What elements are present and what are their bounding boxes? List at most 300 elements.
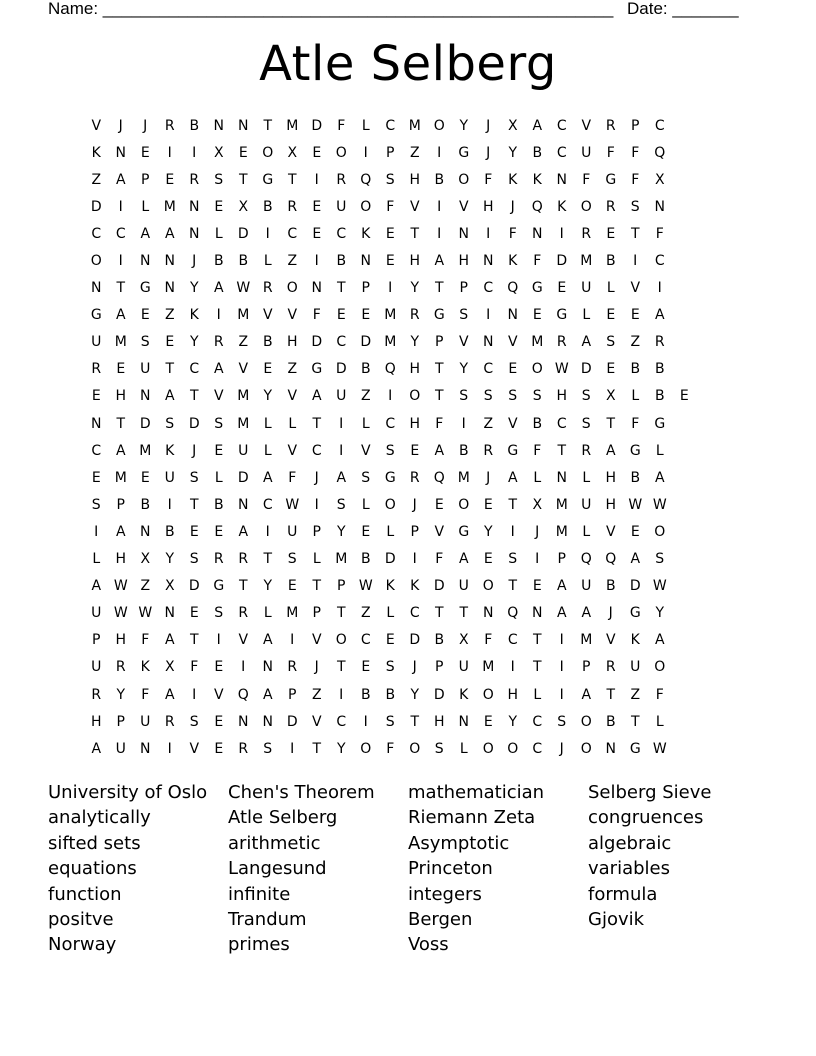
grid-letter: F xyxy=(386,740,395,757)
grid-letter: R xyxy=(262,280,273,297)
grid-letter: G xyxy=(556,307,568,324)
grid-letter: H xyxy=(409,415,421,432)
grid-letter: P xyxy=(288,686,297,703)
grid-letter: W xyxy=(113,578,128,595)
grid-letter: O xyxy=(384,496,396,513)
word-item: analytically xyxy=(48,807,151,829)
grid-letter: L xyxy=(386,523,395,540)
grid-letter: G xyxy=(654,415,666,432)
grid-letter: Z xyxy=(287,361,298,378)
grid-letter: Y xyxy=(165,551,175,568)
grid-letter: Y xyxy=(410,334,420,351)
grid-letter: Z xyxy=(483,415,494,432)
grid-letter: M xyxy=(482,659,495,676)
grid-letter: V xyxy=(287,388,298,405)
grid-letter: X xyxy=(532,496,543,513)
grid-letter: P xyxy=(312,523,321,540)
grid-letter: N xyxy=(115,144,126,161)
grid-letter: R xyxy=(605,198,616,215)
grid-letter: N xyxy=(507,307,518,324)
grid-letter: Y xyxy=(459,117,469,134)
grid-letter: S xyxy=(532,388,542,405)
grid-letter: Q xyxy=(384,361,396,378)
grid-letter: B xyxy=(238,253,249,270)
grid-letter: R xyxy=(287,198,298,215)
grid-letter: I xyxy=(633,253,638,270)
grid-letter: X xyxy=(605,388,616,405)
grid-letter: A xyxy=(238,523,249,540)
grid-letter: O xyxy=(360,740,372,757)
grid-letter: I xyxy=(437,198,442,215)
grid-letter: V xyxy=(189,740,200,757)
grid-letter: G xyxy=(507,442,519,459)
grid-letter: H xyxy=(115,388,127,405)
grid-letter: N xyxy=(91,280,102,297)
grid-row xyxy=(84,356,740,383)
grid-letter: R xyxy=(287,659,298,676)
grid-letter: E xyxy=(214,523,224,540)
grid-letter: D xyxy=(311,117,323,134)
grid-letter: W xyxy=(113,605,128,622)
grid-letter: U xyxy=(581,144,592,161)
grid-letter: N xyxy=(140,523,151,540)
grid-letter: E xyxy=(606,307,616,324)
grid-letter: S xyxy=(459,307,469,324)
grid-letter: O xyxy=(580,198,592,215)
grid-letter: B xyxy=(434,171,445,188)
grid-letter: B xyxy=(164,523,175,540)
word-item: primes xyxy=(228,934,290,956)
grid-letter: T xyxy=(238,171,248,188)
grid-letter: L xyxy=(214,225,223,242)
grid-letter: A xyxy=(654,632,665,649)
grid-letter: J xyxy=(192,442,197,459)
grid-letter: J xyxy=(486,144,491,161)
grid-letter: K xyxy=(630,632,640,649)
grid-letter: M xyxy=(580,253,593,270)
grid-letter: Q xyxy=(507,280,519,297)
grid-letter: P xyxy=(337,578,346,595)
grid-letter: N xyxy=(483,334,494,351)
grid-letter: E xyxy=(508,361,518,378)
grid-letter: I xyxy=(167,496,172,513)
grid-letter: J xyxy=(192,253,197,270)
grid-letter: A xyxy=(262,686,273,703)
grid-letter: I xyxy=(388,388,393,405)
grid-letter: N xyxy=(238,713,249,730)
grid-letter: C xyxy=(654,253,665,270)
grid-letter: E xyxy=(385,225,395,242)
grid-letter: I xyxy=(437,144,442,161)
grid-letter: O xyxy=(458,496,470,513)
grid-letter: T xyxy=(238,578,248,595)
word-item: mathematician xyxy=(408,782,545,803)
grid-letter: E xyxy=(214,659,224,676)
grid-letter: E xyxy=(165,171,175,188)
grid-letter: T xyxy=(532,659,542,676)
grid-letter: N xyxy=(91,415,102,432)
grid-letter: V xyxy=(458,198,469,215)
grid-letter: L xyxy=(263,253,272,270)
grid-letter: I xyxy=(388,280,393,297)
grid-letter: H xyxy=(507,686,519,703)
grid-letter: S xyxy=(189,469,199,486)
grid-letter: M xyxy=(531,334,544,351)
grid-letter: Y xyxy=(655,605,665,622)
grid-letter: T xyxy=(557,442,567,459)
grid-letter: F xyxy=(655,686,664,703)
grid-letter: U xyxy=(140,361,151,378)
grid-letter: V xyxy=(213,388,224,405)
grid-letter: Q xyxy=(237,686,249,703)
grid-row xyxy=(84,573,740,600)
grid-letter: U xyxy=(91,659,102,676)
grid-letter: T xyxy=(336,605,346,622)
grid-letter: T xyxy=(532,632,542,649)
grid-letter: S xyxy=(140,334,150,351)
grid-letter: L xyxy=(533,686,542,703)
grid-letter: S xyxy=(508,388,518,405)
grid-letter: U xyxy=(336,388,347,405)
grid-letter: S xyxy=(214,605,224,622)
grid-letter: A xyxy=(115,442,126,459)
grid-letter: R xyxy=(654,334,665,351)
grid-letter: I xyxy=(314,253,319,270)
grid-letter: R xyxy=(91,686,102,703)
grid-letter: O xyxy=(409,388,421,405)
grid-letter: M xyxy=(555,523,568,540)
grid-letter: L xyxy=(655,713,664,730)
grid-letter: J xyxy=(314,659,319,676)
grid-letter: T xyxy=(165,361,175,378)
grid-letter: R xyxy=(238,740,249,757)
grid-letter: K xyxy=(459,686,469,703)
word-item: congruences xyxy=(588,807,704,829)
grid-letter: A xyxy=(213,361,224,378)
grid-letter: O xyxy=(360,198,372,215)
grid-letter: N xyxy=(605,740,616,757)
grid-letter: V xyxy=(287,442,298,459)
grid-letter: E xyxy=(263,361,273,378)
grid-row xyxy=(84,518,740,545)
grid-letter: G xyxy=(384,469,396,486)
grid-letter: J xyxy=(486,117,491,134)
grid-letter: P xyxy=(459,280,468,297)
grid-letter: J xyxy=(510,198,515,215)
grid-letter: J xyxy=(118,117,123,134)
grid-letter: E xyxy=(606,225,616,242)
grid-letter: X xyxy=(654,171,665,188)
grid-letter: F xyxy=(631,171,640,188)
grid-letter: Q xyxy=(507,605,519,622)
grid-row xyxy=(84,329,740,356)
grid-letter: T xyxy=(434,361,444,378)
grid-letter: V xyxy=(262,307,273,324)
grid-letter: I xyxy=(94,523,99,540)
grid-letter: U xyxy=(336,198,347,215)
grid-letter: L xyxy=(263,415,272,432)
grid-letter: V xyxy=(238,361,249,378)
grid-row xyxy=(84,437,740,464)
grid-letter: G xyxy=(629,605,641,622)
grid-letter: I xyxy=(437,225,442,242)
grid-letter: C xyxy=(532,713,543,730)
word-item: integers xyxy=(408,883,482,905)
grid-letter: Y xyxy=(336,740,346,757)
grid-letter: K xyxy=(557,198,567,215)
grid-row xyxy=(84,383,740,410)
grid-letter: S xyxy=(508,551,518,568)
grid-letter: K xyxy=(189,307,199,324)
grid-letter: N xyxy=(458,713,469,730)
grid-letter: T xyxy=(630,225,640,242)
grid-letter: G xyxy=(629,740,641,757)
grid-letter: N xyxy=(213,117,224,134)
grid-letter: E xyxy=(165,334,175,351)
grid-letter: C xyxy=(336,225,347,242)
grid-letter: R xyxy=(164,713,175,730)
grid-letter: E xyxy=(214,198,224,215)
grid-letter: T xyxy=(410,225,420,242)
grid-letter: C xyxy=(311,442,322,459)
grid-letter: N xyxy=(654,198,665,215)
grid-letter: T xyxy=(312,578,322,595)
grid-letter: E xyxy=(140,469,150,486)
grid-letter: E xyxy=(214,442,224,459)
grid-letter: F xyxy=(533,442,542,459)
grid-letter: P xyxy=(386,144,395,161)
grid-letter: Y xyxy=(508,713,518,730)
grid-letter: Y xyxy=(263,388,273,405)
grid-letter: N xyxy=(140,253,151,270)
grid-letter: F xyxy=(141,686,150,703)
grid-letter: E xyxy=(532,578,542,595)
grid-letter: L xyxy=(263,605,272,622)
grid-letter: M xyxy=(580,632,593,649)
grid-letter: B xyxy=(140,496,151,513)
grid-letter: B xyxy=(532,415,543,432)
grid-letter: W xyxy=(652,578,667,595)
grid-row xyxy=(84,220,740,247)
date-field-label: Date: _______ xyxy=(627,0,739,18)
grid-letter: X xyxy=(458,632,469,649)
grid-letter: I xyxy=(167,740,172,757)
grid-letter: E xyxy=(385,632,395,649)
grid-letter: V xyxy=(507,334,518,351)
grid-letter: V xyxy=(311,713,322,730)
word-column xyxy=(408,780,588,958)
grid-letter: F xyxy=(631,415,640,432)
grid-letter: E xyxy=(483,713,493,730)
grid-letter: H xyxy=(409,361,421,378)
grid-letter: Q xyxy=(605,551,617,568)
grid-row xyxy=(84,112,740,139)
grid-letter: T xyxy=(263,551,273,568)
grid-letter: S xyxy=(581,388,591,405)
grid-letter: B xyxy=(385,686,396,703)
grid-letter: H xyxy=(482,198,494,215)
word-list xyxy=(48,780,768,958)
grid-letter: R xyxy=(164,117,175,134)
grid-letter: K xyxy=(385,578,395,595)
grid-letter: J xyxy=(412,496,417,513)
grid-letter: T xyxy=(459,605,469,622)
grid-letter: E xyxy=(679,388,689,405)
grid-letter: Y xyxy=(508,144,518,161)
grid-letter: G xyxy=(629,442,641,459)
grid-letter: B xyxy=(605,713,616,730)
grid-letter: S xyxy=(189,713,199,730)
grid-letter: D xyxy=(580,361,592,378)
grid-letter: M xyxy=(237,415,250,432)
grid-letter: P xyxy=(92,632,101,649)
grid-letter: F xyxy=(631,144,640,161)
grid-letter: S xyxy=(581,415,591,432)
grid-letter: E xyxy=(189,523,199,540)
grid-letter: S xyxy=(189,551,199,568)
grid-letter: S xyxy=(361,469,371,486)
grid-letter: B xyxy=(360,551,371,568)
grid-letter: S xyxy=(385,442,395,459)
grid-letter: A xyxy=(164,686,175,703)
grid-letter: E xyxy=(410,442,420,459)
grid-letter: L xyxy=(606,280,615,297)
grid-letter: G xyxy=(139,280,151,297)
grid-letter: H xyxy=(115,551,127,568)
grid-letter: N xyxy=(532,225,543,242)
grid-letter: T xyxy=(189,496,199,513)
grid-letter: X xyxy=(140,551,151,568)
grid-letter: S xyxy=(385,171,395,188)
grid-letter: N xyxy=(532,605,543,622)
grid-letter: C xyxy=(507,632,518,649)
grid-letter: B xyxy=(605,253,616,270)
grid-letter: H xyxy=(115,632,127,649)
grid-letter: Z xyxy=(409,144,420,161)
grid-letter: L xyxy=(288,415,297,432)
grid-row xyxy=(84,302,740,329)
grid-letter: J xyxy=(486,469,491,486)
grid-letter: F xyxy=(141,632,150,649)
grid-letter: I xyxy=(216,632,221,649)
grid-letter: D xyxy=(409,632,421,649)
grid-letter: N xyxy=(458,225,469,242)
grid-letter: T xyxy=(312,740,322,757)
grid-letter: D xyxy=(629,578,641,595)
grid-letter: O xyxy=(580,740,592,757)
grid-letter: L xyxy=(214,469,223,486)
grid-letter: Z xyxy=(164,307,175,324)
grid-letter: N xyxy=(483,605,494,622)
grid-letter: V xyxy=(287,307,298,324)
grid-letter: C xyxy=(654,117,665,134)
grid-letter: D xyxy=(384,551,396,568)
grid-letter: V xyxy=(507,415,518,432)
word-item: Langesund xyxy=(228,858,327,880)
grid-letter: L xyxy=(312,551,321,568)
grid-letter: Z xyxy=(140,578,151,595)
grid-letter: E xyxy=(483,496,493,513)
word-item: Princeton xyxy=(408,858,493,880)
grid-letter: G xyxy=(433,307,445,324)
grid-letter: N xyxy=(238,496,249,513)
grid-letter: Y xyxy=(116,686,126,703)
grid-letter: E xyxy=(361,307,371,324)
grid-letter: Q xyxy=(654,144,666,161)
grid-letter: D xyxy=(139,415,151,432)
grid-row xyxy=(84,166,740,193)
grid-letter: X xyxy=(164,659,175,676)
grid-letter: I xyxy=(486,307,491,324)
grid-letter: Z xyxy=(91,171,102,188)
grid-letter: B xyxy=(630,361,641,378)
word-item: Selberg Sieve xyxy=(588,782,712,803)
grid-row xyxy=(84,275,740,302)
grid-letter: N xyxy=(164,253,175,270)
grid-letter: A xyxy=(654,469,665,486)
grid-letter: R xyxy=(556,334,567,351)
grid-letter: D xyxy=(188,578,200,595)
grid-letter: B xyxy=(605,578,616,595)
grid-letter: C xyxy=(336,334,347,351)
grid-letter: W xyxy=(652,496,667,513)
grid-letter: O xyxy=(482,578,494,595)
grid-letter: I xyxy=(559,225,564,242)
grid-letter: H xyxy=(409,253,421,270)
grid-letter: N xyxy=(311,280,322,297)
page-title: Atle Selberg xyxy=(259,36,557,92)
grid-letter: L xyxy=(141,198,150,215)
grid-letter: M xyxy=(384,307,397,324)
grid-letter: O xyxy=(580,713,592,730)
grid-letter: U xyxy=(115,740,126,757)
grid-letter: U xyxy=(630,659,641,676)
word-item: Norway xyxy=(48,934,117,956)
grid-letter: N xyxy=(262,659,273,676)
grid-letter: L xyxy=(582,469,591,486)
grid-letter: V xyxy=(91,117,102,134)
grid-letter: A xyxy=(115,307,126,324)
grid-letter: Q xyxy=(531,198,543,215)
grid-letter: T xyxy=(287,171,297,188)
grid-letter: Z xyxy=(360,605,371,622)
grid-letter: A xyxy=(581,686,592,703)
grid-letter: W xyxy=(138,605,153,622)
grid-letter: V xyxy=(213,686,224,703)
grid-letter: S xyxy=(630,198,640,215)
grid-letter: D xyxy=(90,198,102,215)
grid-letter: M xyxy=(384,334,397,351)
grid-letter: B xyxy=(532,144,543,161)
grid-letter: L xyxy=(582,523,591,540)
grid-letter: E xyxy=(238,144,248,161)
grid-row xyxy=(84,600,740,627)
grid-letter: O xyxy=(654,523,666,540)
grid-letter: O xyxy=(531,361,543,378)
grid-letter: B xyxy=(213,496,224,513)
word-column xyxy=(48,780,228,958)
grid-letter: F xyxy=(606,144,615,161)
grid-letter: H xyxy=(556,388,568,405)
grid-letter: J xyxy=(559,740,564,757)
grid-letter: I xyxy=(241,659,246,676)
grid-letter: H xyxy=(286,334,298,351)
grid-letter: C xyxy=(336,713,347,730)
grid-letter: O xyxy=(458,171,470,188)
grid-letter: U xyxy=(287,523,298,540)
word-item: infinite xyxy=(228,883,291,905)
grid-letter: R xyxy=(409,307,420,324)
